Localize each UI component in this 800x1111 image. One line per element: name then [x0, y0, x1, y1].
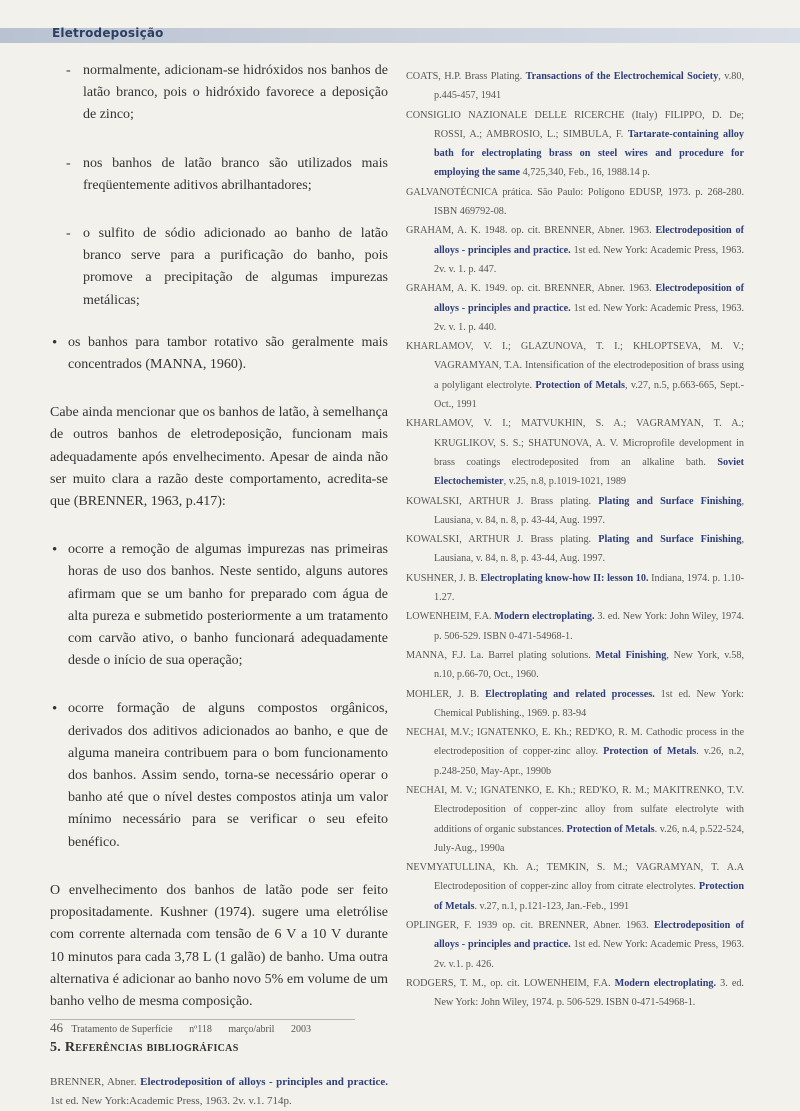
reference-entry: BRENNER, Abner. Electrodeposition of alloys - principles and practice. 1st ed. New York:Academic Press, 1963. 2v. v.1. 714p. [50, 1076, 388, 1108]
dash-marker: - [66, 63, 71, 78]
list-item [50, 332, 388, 376]
issue-number: nº118 [189, 1024, 212, 1035]
page-footer [50, 1019, 355, 1036]
reference-entry: MOHLER, J. B. Electroplating and related processes. 1st ed. New York: Chemical Publishing., 1969. p. 83-94 [406, 688, 745, 719]
reference-entry: KOWALSKI, ARTHUR J. Brass plating. Plating and Surface Finishing, Lausiana, v. 84, n. 8, p. 43-44, Aug. 1997. [406, 495, 744, 526]
body-paragraph: O envelhecimento dos banhos de latão pode ser feito propositadamente. Kushner (1974). sugere uma eletrólise com corrente alternada com tensão de 6 V a 10 V durante 10 minutos para cada 3,78 L (1 galão) de banho. Uma outra alternativa é adicionar ao banho novo 5% em volume de um banho velho de mesma composição. [50, 882, 388, 1009]
list-item [50, 60, 388, 127]
page-number: 46 [50, 1020, 63, 1035]
left-column [50, 60, 388, 1111]
running-header: Eletrodeposição [52, 26, 164, 40]
reference-entry: GALVANOTÉCNICA prática. São Paulo: Polígono EDUSP, 1973. p. 268-280. ISBN 469792-08. [406, 186, 744, 218]
list-item-text: normalmente, adicionam-se hidróxidos nos banhos de latão branco, pois o hidróxido favorece a deposição de zinco; [83, 63, 388, 123]
issue-year: 2003 [290, 1024, 311, 1035]
body-paragraph: Cabe ainda mencionar que os banhos de latão, à semelhança de outros banhos de eletrodeposição, funcionam mais adequadamente após envelhecimento. Apesar de ainda não ser muito clara a razão deste comportamento, acredita-se que (BRENNER, 1963, p.417): [50, 405, 388, 510]
dash-marker: - [66, 155, 71, 171]
list-item-text: ocorre a remoção de algumas impurezas nas primeiras horas de uso dos banhos. Neste sentido, alguns autores afirmam que se um banho for preparado com água de alta pureza e submetido posteriormente a um tratamento com carvão ativo, o banho funcionará adequadamente desde o início de sua operação; [68, 542, 388, 669]
list-item [50, 223, 388, 312]
list-item [50, 698, 388, 853]
reference-entry: KUSHNER, J. B. Electroplating know-how II: lesson 10. Indiana, 1974. p. 1.10-1.27. [406, 572, 744, 604]
reference-entry: GRAHAM, A. K. 1949. op. cit. BRENNER, Abner. 1963. Electrodeposition of alloys - principles and practice. 1st ed. New York: Academic Press, 1963. 2v. v. 1. p. 440. [406, 283, 744, 333]
bullet-marker: • [52, 542, 58, 559]
reference-entry: OPLINGER, F. 1939 op. cit. BRENNER, Abner. 1963. Electrodeposition of alloys - principles and practice. 1st ed. New York: Academic Press, 1963. 2v. v.1. p. 426. [406, 920, 744, 970]
reference-entry: KOWALSKI, ARTHUR J. Brass plating. Plating and Surface Finishing, Lausiana, v. 84, n. 8, p. 43-44, Aug. 1997. [406, 534, 744, 565]
reference-entry: CONSIGLIO NAZIONALE DELLE RICERCHE (Italy) FILIPPO, D. De; ROSSI, A.; AMBROSIO, L.; SIMBULA, F. Tartarate-containing alloy bath for electroplating brass on steel wires and procedure for employing the same 4,725,340, Feb., 16, 1988.14 p. [406, 109, 744, 179]
reference-entry: GRAHAM, A. K. 1948. op. cit. BRENNER, Abner. 1963. Electrodeposition of alloys - principles and practice. 1st ed. New York: Academic Press, 1963. 2v. v. 1. p. 447. [406, 225, 744, 275]
reference-entry: RODGERS, T. M., op. cit. LOWENHEIM, F.A. Modern electroplating. 3. ed. New York: John Wiley, 1974. p. 506-529. ISBN 0-471-54968-1. [406, 977, 744, 1009]
reference-entry: KHARLAMOV, V. I.; GLAZUNOVA, T. I.; KHLOPTSEVA, M. V.; VAGRAMYAN, T.A. Intensification of the electrodeposition of brass using a polyligant electrolyte. Protection of Metals, v.27, n.5, p.663-665, Sept.-Oct., 1991 [406, 341, 744, 411]
reference-entry: NECHAI, M.V.; IGNATENKO, E. Kh.; RED'KO, R. M. Cathodic process in the electrodeposition of copper-zinc alloy. Protection of Metals. v.26, n.2, p.248-250, May-Apr., 1990b [406, 727, 744, 777]
magazine-name: Tratamento de Superfície [71, 1024, 173, 1035]
reference-list [406, 67, 744, 1013]
list-item-text: o sulfito de sódio adicionado ao banho de latão branco serve para a purificação do banho, pois promove a precipitação de algumas impurezas metálicas; [83, 226, 388, 308]
list-item-text: os banhos para tambor rotativo são geralmente mais concentrados (MANNA, 1960). [68, 334, 388, 373]
issue-period: março/abril [228, 1024, 275, 1035]
reference-entry: LOWENHEIM, F.A. Modern electroplating. 3. ed. New York: John Wiley, 1974. p. 506-529. ISBN 0-471-54968-1. [406, 611, 744, 642]
reference-entry: NEVMYATULLINA, Kh. A.; TEMKIN, S. M.; VAGRAMYAN, T. A.A Electrodeposition of copper-zinc alloy from citrate electrolytes. Protection of Metals. v.27, n.1, p.121-123, Jan.-Feb., 1991 [406, 862, 744, 912]
dash-marker: - [66, 226, 71, 242]
bullet-marker: • [52, 701, 58, 718]
bullet-marker: • [52, 334, 58, 351]
list-item-text: ocorre formação de alguns compostos orgânicos, derivados dos aditivos adicionados ao banho, e que de alguma maneira contribuem para o bom funcionamento dos banhos. Assim sendo, torna-se necessário operar o banho até que o nível destes compostos atinja um valor mínimo necessário para se verificar o seu efeito benéfico. [68, 701, 388, 850]
reference-entry: COATS, H.P. Brass Plating. Transactions of the Electrochemical Society, v.80, p.445-457, 1941 [406, 71, 744, 102]
reference-entry: MANNA, F.J. La. Barrel plating solutions. Metal Finishing, New York, v.58, n.10, p.66-70, Oct., 1960. [406, 649, 744, 681]
list-item [50, 153, 388, 197]
reference-entry: KHARLAMOV, V. I.; MATVUKHIN, S. A.; VAGRAMYAN, T. A.; KRUGLIKOV, S. S.; SHATUNOVA, A. V. Microprofile development in brass coatings electrodeposited from an alkaline bath. Soviet Electochemister, v.25, n.8, p.1019-1021, 1989 [406, 418, 744, 488]
section-heading: 5. Referências bibliográficas [50, 1040, 239, 1056]
reference-entry: NECHAI, M. V.; IGNATENKO, E. Kh.; RED'KO, R. M.; MAKITRENKO, T.V. Electrodeposition of copper-zinc alloy from sulfate electrolyte with additions of organic substances. Protection of Metals. v.26, n.4, p.522-524, July-Aug., 1990a [406, 784, 744, 854]
list-item [50, 539, 388, 672]
list-item-text: nos banhos de latão branco são utilizados mais freqüentemente aditivos abrilhantadores; [83, 155, 388, 193]
